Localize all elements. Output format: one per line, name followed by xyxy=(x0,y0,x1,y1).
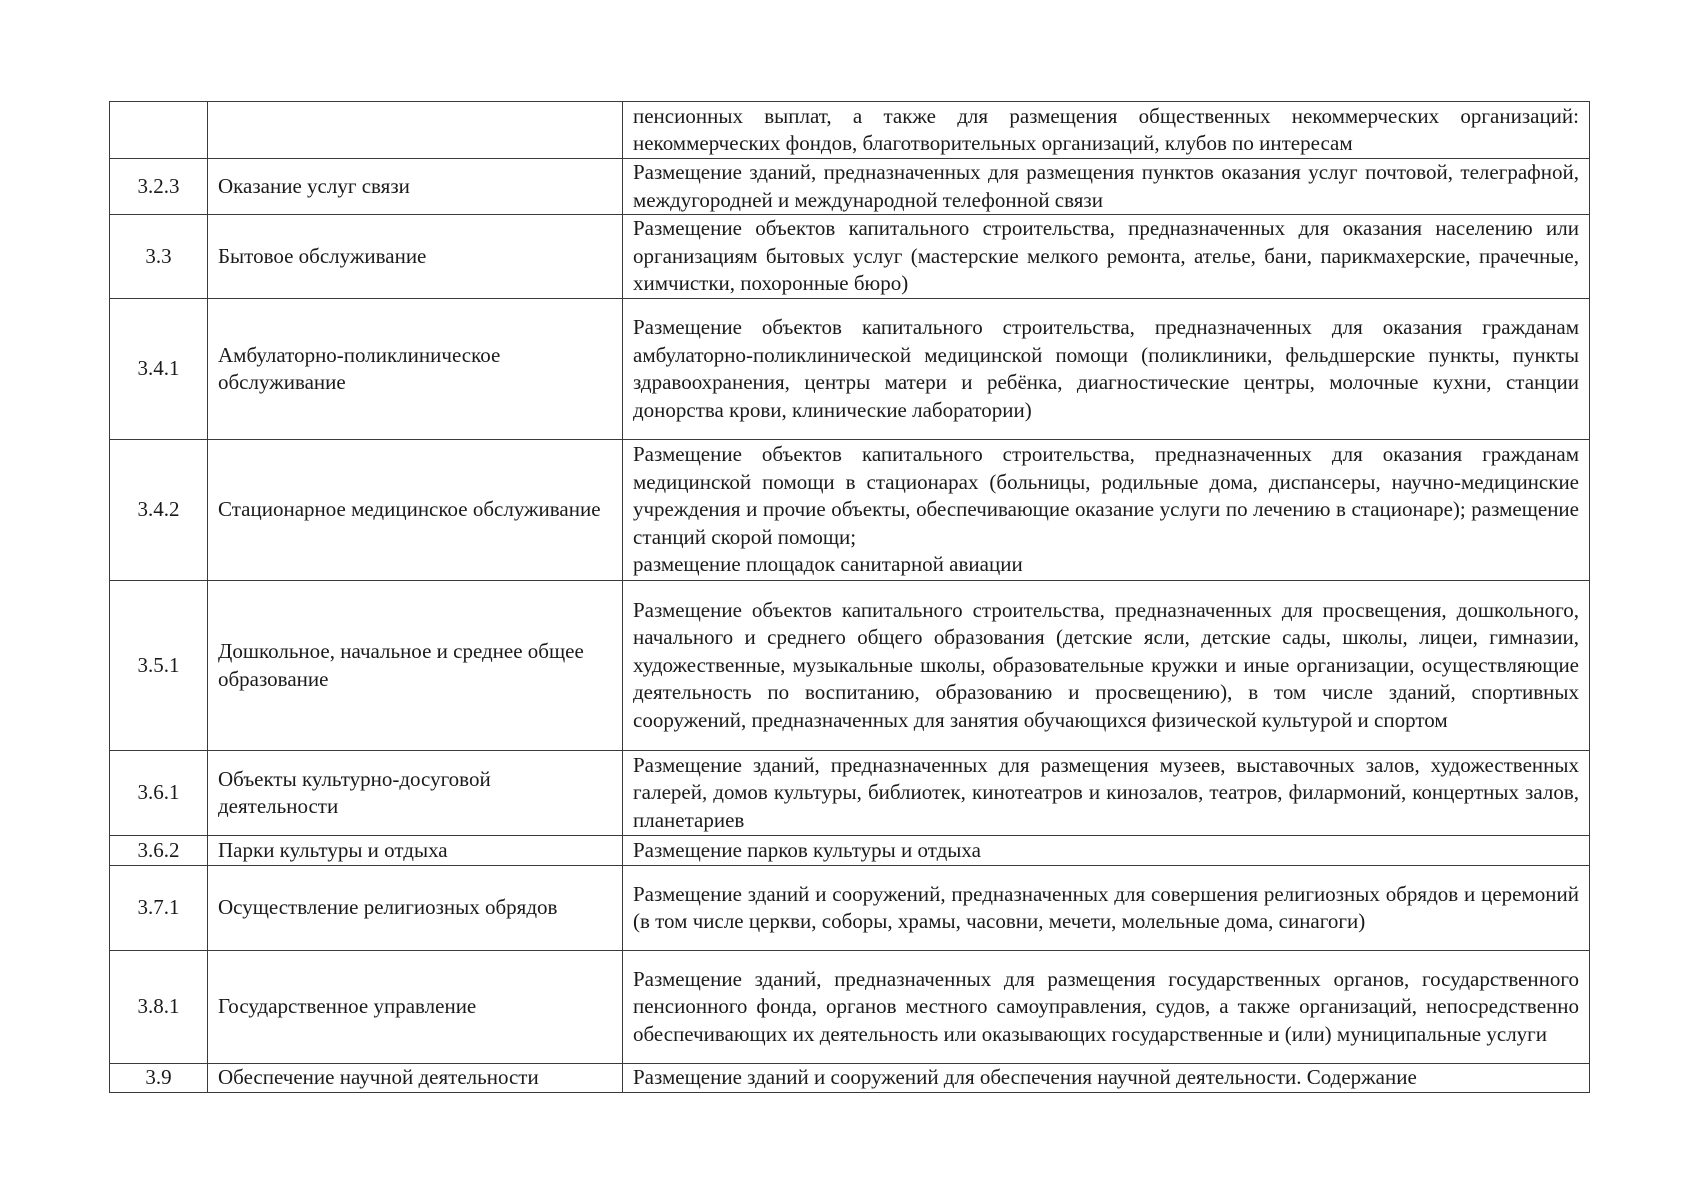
description-part: размещение площадок санитарной авиации xyxy=(633,552,1023,577)
row-name: Оказание услуг связи xyxy=(208,159,623,215)
row-name: Объекты культурно-досуговой деятельности xyxy=(208,751,623,836)
row-description: Размещение объектов капитального строительства, предназначенных для просвещения, дошкольного, начального и среднего общего образования (детские ясли, детские сады, школы, лицеи, гимназии, художественные, музыкальные школы, образовательные кружки и иные организации, осуществляющие деятельность по воспитанию, образованию и просвещению), в том числе зданий, спортивных сооружений, предназначенных для занятия обучающихся физической культурой и спортом xyxy=(623,581,1590,751)
description-part: Размещение объектов капитального строительства, предназначенных для оказания гражданам медицинской помощи в стационарах (больницы, родильные дома, диспансеры, научно-медицинские учреждения и прочие объекты, обеспечивающие оказание услуги по лечению в стационаре); размещение станций скорой помощи; xyxy=(633,442,1579,549)
table-row xyxy=(110,1064,1590,1093)
row-code: 3.4.2 xyxy=(110,440,208,581)
row-name: Осуществление религиозных обрядов xyxy=(208,866,623,951)
row-description: Размещение зданий, предназначенных для размещения пунктов оказания услуг почтовой, телеграфной, междугородней и международной телефонной связи xyxy=(623,159,1590,215)
table-row xyxy=(110,159,1590,215)
row-code: 3.9 xyxy=(110,1064,208,1093)
row-description: Размещение объектов капитального строительства, предназначенных для оказания населению или организациям бытовых услуг (мастерские мелкого ремонта, ателье, бани, парикмахерские, прачечные, химчистки, похоронные бюро) xyxy=(623,215,1590,299)
row-description xyxy=(623,440,1590,581)
row-name xyxy=(208,102,623,159)
row-name: Бытовое обслуживание xyxy=(208,215,623,299)
row-code: 3.8.1 xyxy=(110,951,208,1064)
row-name: Амбулаторно-поликлиническое обслуживание xyxy=(208,299,623,440)
row-name: Стационарное медицинское обслуживание xyxy=(208,440,623,581)
row-name: Государственное управление xyxy=(208,951,623,1064)
row-description: Размещение зданий и сооружений для обеспечения научной деятельности. Содержание xyxy=(623,1064,1590,1093)
table-row xyxy=(110,440,1590,581)
table-row xyxy=(110,215,1590,299)
row-description: Размещение зданий, предназначенных для размещения государственных органов, государственного пенсионного фонда, органов местного самоуправления, судов, а также организаций, непосредственно обеспечивающих их деятельность или оказывающих государственные и (или) муниципальные услуги xyxy=(623,951,1590,1064)
row-code: 3.4.1 xyxy=(110,299,208,440)
table-row xyxy=(110,102,1590,159)
row-description: Размещение объектов капитального строительства, предназначенных для оказания гражданам амбулаторно-поликлинической медицинской помощи (поликлиники, фельдшерские пункты, пункты здравоохранения, центры матери и ребёнка, диагностические центры, молочные кухни, станции донорства крови, клинические лаборатории) xyxy=(623,299,1590,440)
row-code: 3.3 xyxy=(110,215,208,299)
document-page xyxy=(109,101,1589,1093)
row-code: 3.6.1 xyxy=(110,751,208,836)
table-row xyxy=(110,836,1590,866)
row-description: Размещение парков культуры и отдыха xyxy=(623,836,1590,866)
table-row xyxy=(110,299,1590,440)
table-row xyxy=(110,951,1590,1064)
table-row xyxy=(110,581,1590,751)
row-description: пенсионных выплат, а также для размещения общественных некоммерческих организаций: некоммерческих фондов, благотворительных организаций, клубов по интересам xyxy=(623,102,1590,159)
row-code: 3.6.2 xyxy=(110,836,208,866)
land-use-table xyxy=(109,101,1590,1093)
table-row xyxy=(110,866,1590,951)
row-name: Дошкольное, начальное и среднее общее образование xyxy=(208,581,623,751)
row-name: Обеспечение научной деятельности xyxy=(208,1064,623,1093)
row-description: Размещение зданий, предназначенных для размещения музеев, выставочных залов, художественных галерей, домов культуры, библиотек, кинотеатров и кинозалов, театров, филармоний, концертных залов, планетариев xyxy=(623,751,1590,836)
row-name: Парки культуры и отдыха xyxy=(208,836,623,866)
table-row xyxy=(110,751,1590,836)
row-code xyxy=(110,102,208,159)
row-code: 3.7.1 xyxy=(110,866,208,951)
row-description: Размещение зданий и сооружений, предназначенных для совершения религиозных обрядов и церемоний (в том числе церкви, соборы, храмы, часовни, мечети, молельные дома, синагоги) xyxy=(623,866,1590,951)
row-code: 3.2.3 xyxy=(110,159,208,215)
row-code: 3.5.1 xyxy=(110,581,208,751)
